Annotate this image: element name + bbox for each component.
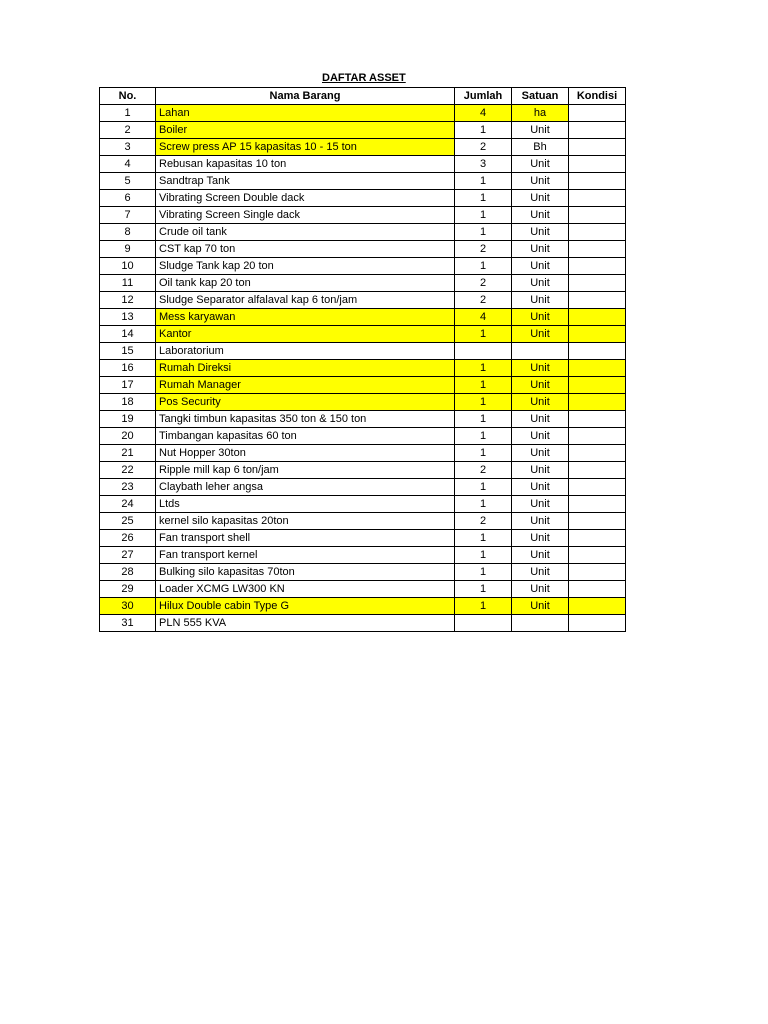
cell-no: 29 [100,581,156,598]
cell-no: 28 [100,564,156,581]
cell-name: Fan transport shell [156,530,455,547]
cell-unit: Unit [512,156,569,173]
cell-unit: Unit [512,360,569,377]
cell-condition [569,581,626,598]
cell-name: Mess karyawan [156,309,455,326]
cell-no: 5 [100,173,156,190]
cell-no: 15 [100,343,156,360]
cell-qty: 1 [455,445,512,462]
table-row [100,377,626,394]
cell-unit [512,343,569,360]
header-name: Nama Barang [156,88,455,105]
cell-name: Bulking silo kapasitas 70ton [156,564,455,581]
cell-unit: Unit [512,377,569,394]
cell-name: Laboratorium [156,343,455,360]
cell-name: Hilux Double cabin Type G [156,598,455,615]
cell-no: 9 [100,241,156,258]
cell-qty: 1 [455,581,512,598]
cell-name: Kantor [156,326,455,343]
cell-qty [455,615,512,632]
cell-name: CST kap 70 ton [156,241,455,258]
cell-name: Vibrating Screen Double dack [156,190,455,207]
cell-name: Oil tank kap 20 ton [156,275,455,292]
table-row [100,190,626,207]
cell-condition [569,445,626,462]
cell-condition [569,105,626,122]
cell-qty: 2 [455,462,512,479]
cell-unit: Unit [512,581,569,598]
header-qty: Jumlah [455,88,512,105]
cell-unit: Unit [512,258,569,275]
cell-no: 22 [100,462,156,479]
table-row [100,122,626,139]
cell-condition [569,156,626,173]
cell-condition [569,496,626,513]
cell-name: Ltds [156,496,455,513]
cell-name: Screw press AP 15 kapasitas 10 - 15 ton [156,139,455,156]
table-row [100,207,626,224]
cell-unit: Unit [512,462,569,479]
cell-qty: 1 [455,207,512,224]
table-row [100,394,626,411]
cell-no: 10 [100,258,156,275]
cell-unit: ha [512,105,569,122]
cell-condition [569,258,626,275]
cell-no: 1 [100,105,156,122]
cell-condition [569,309,626,326]
cell-condition [569,173,626,190]
cell-condition [569,224,626,241]
cell-qty: 2 [455,513,512,530]
cell-unit: Unit [512,326,569,343]
table-row [100,496,626,513]
cell-no: 12 [100,292,156,309]
cell-name: Loader XCMG LW300 KN [156,581,455,598]
table-row [100,275,626,292]
cell-qty: 1 [455,360,512,377]
cell-qty: 1 [455,564,512,581]
cell-condition [569,615,626,632]
cell-unit: Unit [512,173,569,190]
cell-condition [569,598,626,615]
cell-qty: 1 [455,598,512,615]
table-row [100,258,626,275]
cell-name: Rebusan kapasitas 10 ton [156,156,455,173]
cell-qty: 1 [455,496,512,513]
cell-unit: Unit [512,241,569,258]
table-row [100,445,626,462]
table-row [100,173,626,190]
table-body [100,105,626,632]
cell-unit: Unit [512,445,569,462]
cell-name: Tangki timbun kapasitas 350 ton & 150 ton [156,411,455,428]
table-row [100,462,626,479]
cell-name: Ripple mill kap 6 ton/jam [156,462,455,479]
cell-name: Timbangan kapasitas 60 ton [156,428,455,445]
table-row [100,343,626,360]
asset-table [99,87,626,632]
cell-condition [569,530,626,547]
cell-unit: Unit [512,224,569,241]
cell-no: 13 [100,309,156,326]
cell-unit: Unit [512,394,569,411]
cell-no: 21 [100,445,156,462]
cell-qty: 1 [455,122,512,139]
cell-qty: 2 [455,241,512,258]
cell-qty: 1 [455,428,512,445]
table-row [100,513,626,530]
cell-condition [569,428,626,445]
cell-no: 17 [100,377,156,394]
cell-name: Pos Security [156,394,455,411]
cell-condition [569,411,626,428]
table-row [100,598,626,615]
cell-unit: Unit [512,122,569,139]
cell-no: 16 [100,360,156,377]
cell-qty: 2 [455,292,512,309]
cell-unit: Unit [512,598,569,615]
table-row [100,547,626,564]
cell-no: 3 [100,139,156,156]
cell-no: 11 [100,275,156,292]
cell-no: 30 [100,598,156,615]
cell-name: Fan transport kernel [156,547,455,564]
cell-name: Sludge Separator alfalaval kap 6 ton/jam [156,292,455,309]
cell-condition [569,326,626,343]
table-row [100,292,626,309]
cell-qty: 1 [455,479,512,496]
cell-unit: Unit [512,428,569,445]
cell-no: 27 [100,547,156,564]
header-unit: Satuan [512,88,569,105]
header-no: No. [100,88,156,105]
cell-no: 23 [100,479,156,496]
cell-unit: Unit [512,207,569,224]
cell-condition [569,479,626,496]
cell-unit: Unit [512,564,569,581]
cell-qty: 1 [455,173,512,190]
cell-no: 19 [100,411,156,428]
cell-unit: Unit [512,513,569,530]
cell-qty: 1 [455,377,512,394]
cell-no: 14 [100,326,156,343]
cell-no: 7 [100,207,156,224]
cell-unit: Unit [512,479,569,496]
table-row [100,411,626,428]
cell-unit: Unit [512,411,569,428]
cell-condition [569,292,626,309]
cell-qty: 2 [455,275,512,292]
cell-no: 25 [100,513,156,530]
cell-no: 20 [100,428,156,445]
cell-no: 8 [100,224,156,241]
cell-no: 26 [100,530,156,547]
cell-condition [569,343,626,360]
cell-qty: 4 [455,309,512,326]
cell-qty: 1 [455,530,512,547]
cell-unit: Unit [512,547,569,564]
cell-name: Crude oil tank [156,224,455,241]
cell-condition [569,462,626,479]
cell-unit: Unit [512,530,569,547]
table-row [100,530,626,547]
table-header-row [100,88,626,105]
cell-qty: 1 [455,190,512,207]
cell-unit: Unit [512,496,569,513]
cell-condition [569,190,626,207]
cell-no: 2 [100,122,156,139]
cell-unit: Bh [512,139,569,156]
cell-name: Rumah Direksi [156,360,455,377]
table-row [100,139,626,156]
cell-condition [569,547,626,564]
cell-no: 24 [100,496,156,513]
cell-qty [455,343,512,360]
cell-qty: 3 [455,156,512,173]
cell-name: Boiler [156,122,455,139]
cell-name: kernel silo kapasitas 20ton [156,513,455,530]
cell-unit: Unit [512,292,569,309]
cell-name: Sludge Tank kap 20 ton [156,258,455,275]
cell-unit: Unit [512,190,569,207]
cell-condition [569,513,626,530]
cell-condition [569,241,626,258]
document-title: DAFTAR ASSET [322,72,406,84]
table-row [100,564,626,581]
cell-condition [569,564,626,581]
cell-qty: 4 [455,105,512,122]
table-row [100,241,626,258]
cell-no: 18 [100,394,156,411]
table-row [100,428,626,445]
cell-qty: 2 [455,139,512,156]
cell-qty: 1 [455,258,512,275]
cell-no: 4 [100,156,156,173]
cell-condition [569,207,626,224]
cell-unit [512,615,569,632]
table-row [100,224,626,241]
cell-qty: 1 [455,224,512,241]
cell-qty: 1 [455,547,512,564]
table-row [100,360,626,377]
table-row [100,105,626,122]
table-row [100,581,626,598]
cell-name: Sandtrap Tank [156,173,455,190]
cell-unit: Unit [512,275,569,292]
cell-condition [569,122,626,139]
header-condition: Kondisi [569,88,626,105]
cell-condition [569,377,626,394]
cell-unit: Unit [512,309,569,326]
table-row [100,326,626,343]
table-row [100,479,626,496]
cell-name: Vibrating Screen Single dack [156,207,455,224]
cell-qty: 1 [455,326,512,343]
cell-no: 31 [100,615,156,632]
cell-name: PLN 555 KVA [156,615,455,632]
table-row [100,156,626,173]
cell-qty: 1 [455,411,512,428]
cell-condition [569,360,626,377]
cell-no: 6 [100,190,156,207]
cell-qty: 1 [455,394,512,411]
cell-condition [569,275,626,292]
cell-name: Claybath leher angsa [156,479,455,496]
table-row [100,615,626,632]
cell-name: Nut Hopper 30ton [156,445,455,462]
cell-condition [569,394,626,411]
table-row [100,309,626,326]
cell-name: Lahan [156,105,455,122]
cell-name: Rumah Manager [156,377,455,394]
cell-condition [569,139,626,156]
